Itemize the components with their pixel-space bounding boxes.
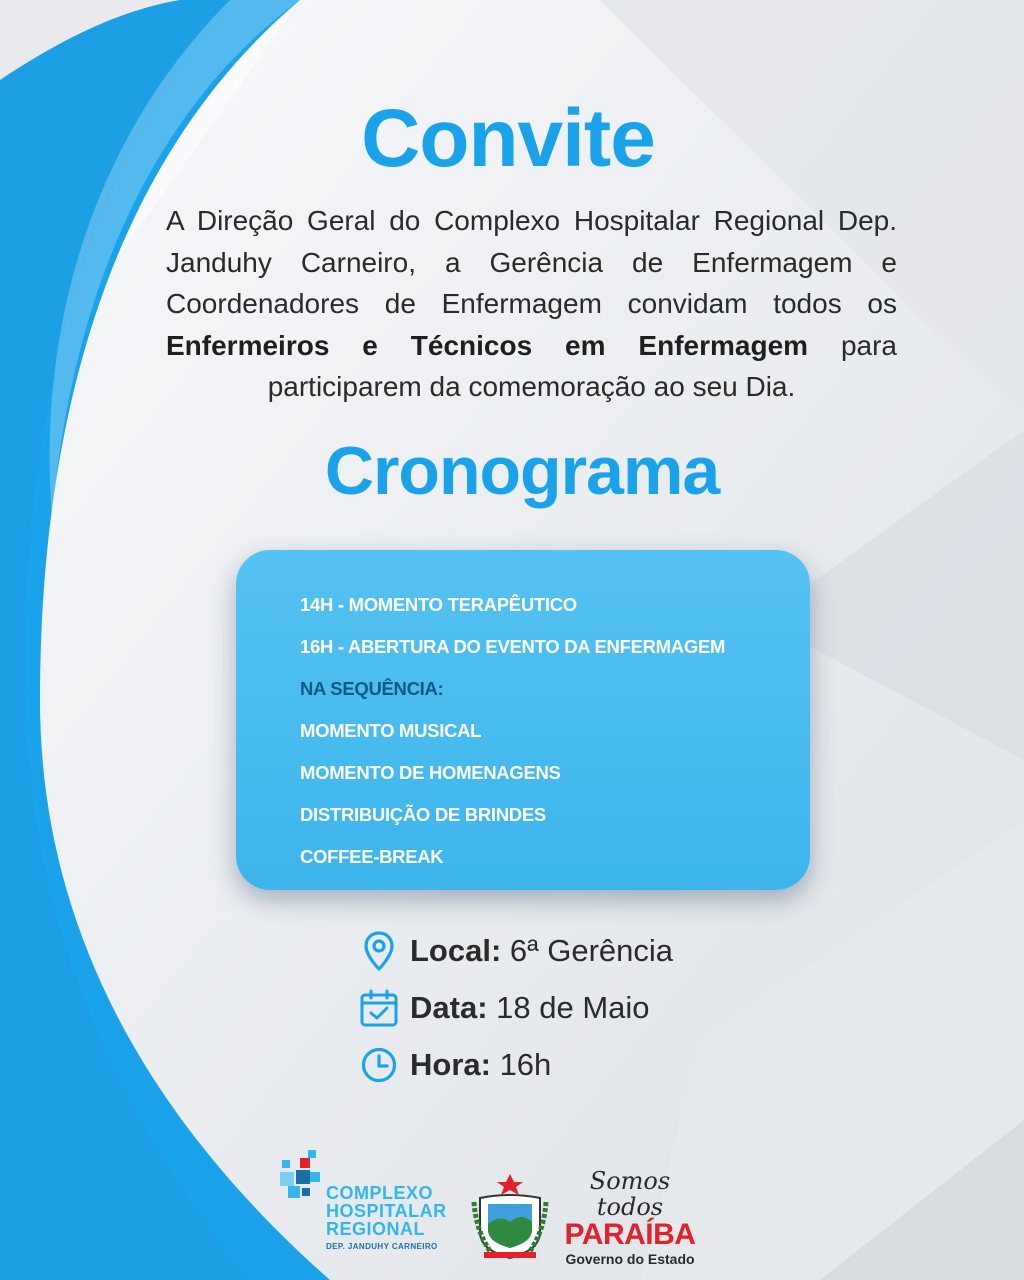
hospital-subtitle: DEP. JANDUHY CARNEIRO [326,1242,438,1251]
location-pin-icon [358,930,400,972]
invite-text [166,200,897,408]
invite-title: Convite [361,93,655,184]
hospital-name-line: REGIONAL [326,1219,426,1239]
time-row [358,1036,673,1093]
hospital-logo [278,1150,478,1260]
clock-icon [358,1044,400,1086]
hospital-name [326,1184,447,1238]
invite-text-bold: Enfermeiros e Técnicos em Enfermagem [166,329,809,361]
calendar-icon [358,987,400,1029]
date-value: 18 de Maio [487,989,650,1025]
location-value: 6ª Gerência [501,932,674,968]
location-row [358,922,673,979]
state-slogan: Somos todos [589,1167,671,1221]
state-crest-emblem [470,1172,550,1262]
schedule-item: 16H - ABERTURA DO EVENTO DA ENFERMAGEM [300,636,726,657]
schedule-item: NA SEQUÊNCIA: [300,678,444,699]
state-logo [560,1167,700,1267]
date-text [410,990,650,1026]
event-details [358,922,673,1093]
time-value: 16h [490,1046,552,1082]
hospital-name-line: HOSPITALAR [326,1201,447,1221]
schedule-item: COFFEE-BREAK [300,846,444,867]
date-row [358,979,673,1036]
date-label: Data: [410,989,488,1025]
hospital-cross-icon [278,1150,326,1210]
location-label: Local: [410,932,502,968]
invite-text-end: para participarem da comemoração ao seu Dia. [267,329,897,402]
schedule-list [300,584,725,878]
schedule-card [236,550,810,890]
schedule-item: DISTRIBUIÇÃO DE BRINDES [300,804,546,825]
time-label: Hora: [410,1046,491,1082]
hospital-name-line: COMPLEXO [326,1183,434,1203]
invite-text-start: A Direção Geral do Complexo Hospitalar Regional Dep. Janduhy Carneiro, a Gerência de Enfermagem e Coordenadores de Enfermagem convidam todos os [166,205,897,319]
state-government: Governo do Estado [565,1251,695,1267]
schedule-item: 14H - MOMENTO TERAPÊUTICO [300,594,577,615]
schedule-item: MOMENTO MUSICAL [300,720,482,741]
location-text [410,933,673,969]
time-text [410,1047,551,1083]
schedule-title: Cronograma [324,433,720,509]
state-name: PARAÍBA [564,1218,696,1251]
schedule-item: MOMENTO DE HOMENAGENS [300,762,561,783]
